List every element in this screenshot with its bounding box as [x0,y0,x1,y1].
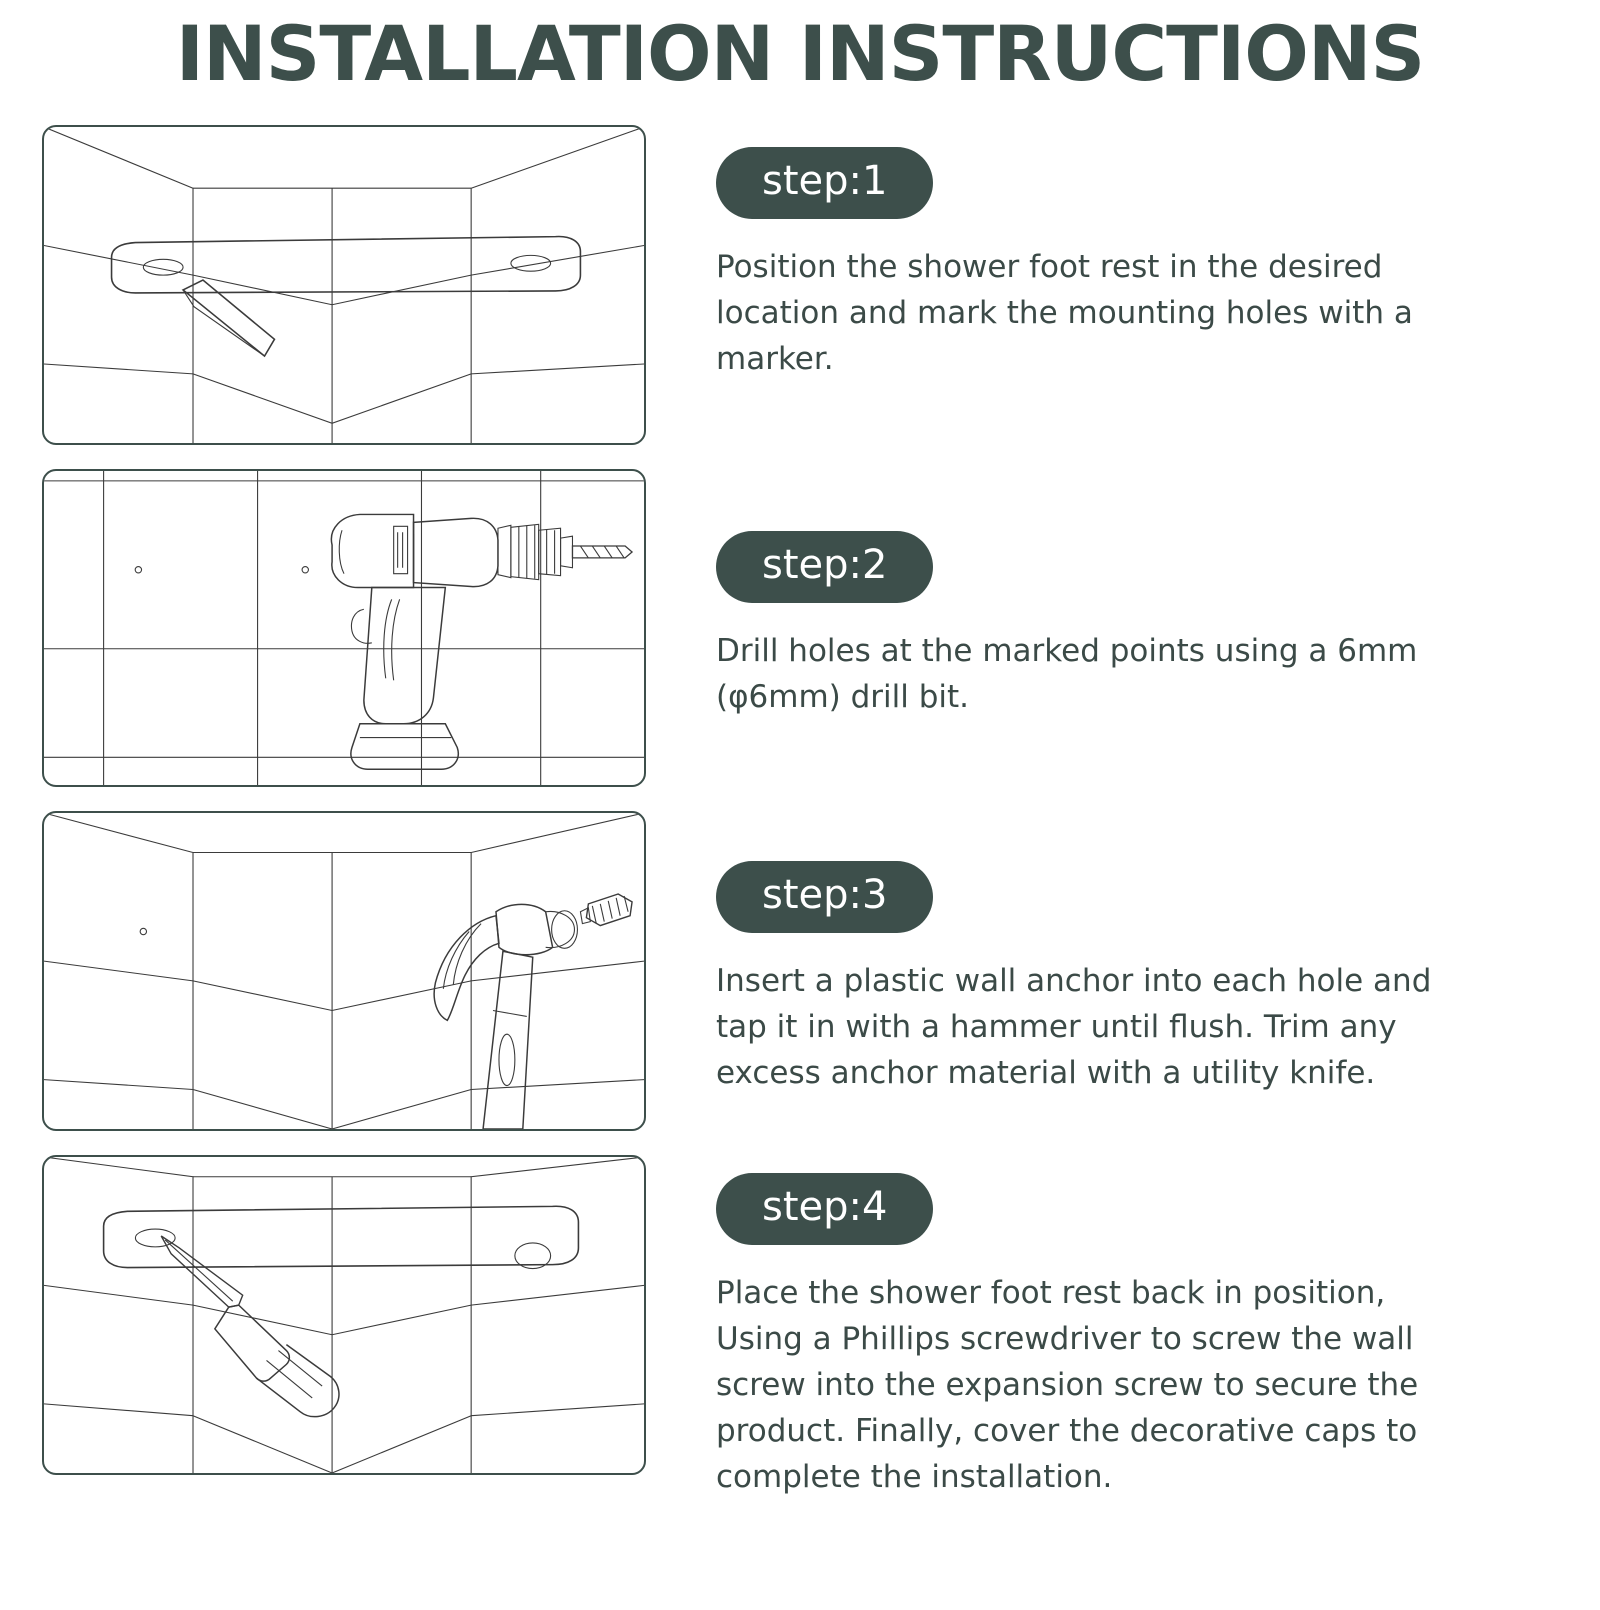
installation-instructions-page [0,10,1600,1610]
step-3-badge: step:3 [716,861,933,933]
step-2-text [716,469,1560,752]
step-1-text [716,125,1560,414]
step-2-illustration [42,469,646,787]
page-title: INSTALLATION INSTRUCTIONS [175,9,1425,98]
step-4-badge: step:4 [716,1173,933,1245]
step-row [42,125,1560,445]
step-1-description: Position the shower foot rest in the desired location and mark the mounting holes with a marker. [716,249,1413,378]
step-row [42,469,1560,787]
step-row [42,1155,1560,1531]
step-3-illustration [42,811,646,1131]
step-2-badge: step:2 [716,531,933,603]
step-3-text [716,811,1560,1128]
step-4-description: Place the shower foot rest back in position, Using a Phillips screwdriver to screw the wall screw into the expansion screw to secure the product. Finally, cover the decorative caps to complete the installation. [716,1275,1419,1495]
step-1-illustration [42,125,646,445]
step-4-text [716,1155,1560,1531]
step-1-badge: step:1 [716,147,933,219]
step-row [42,811,1560,1131]
step-4-illustration [42,1155,646,1475]
step-2-description: Drill holes at the marked points using a 6mm (φ6mm) drill bit. [716,633,1418,716]
steps-list [0,125,1600,1531]
step-3-description: Insert a plastic wall anchor into each hole and tap it in with a hammer until flush. Trim any excess anchor material with a utility knife. [716,963,1432,1092]
